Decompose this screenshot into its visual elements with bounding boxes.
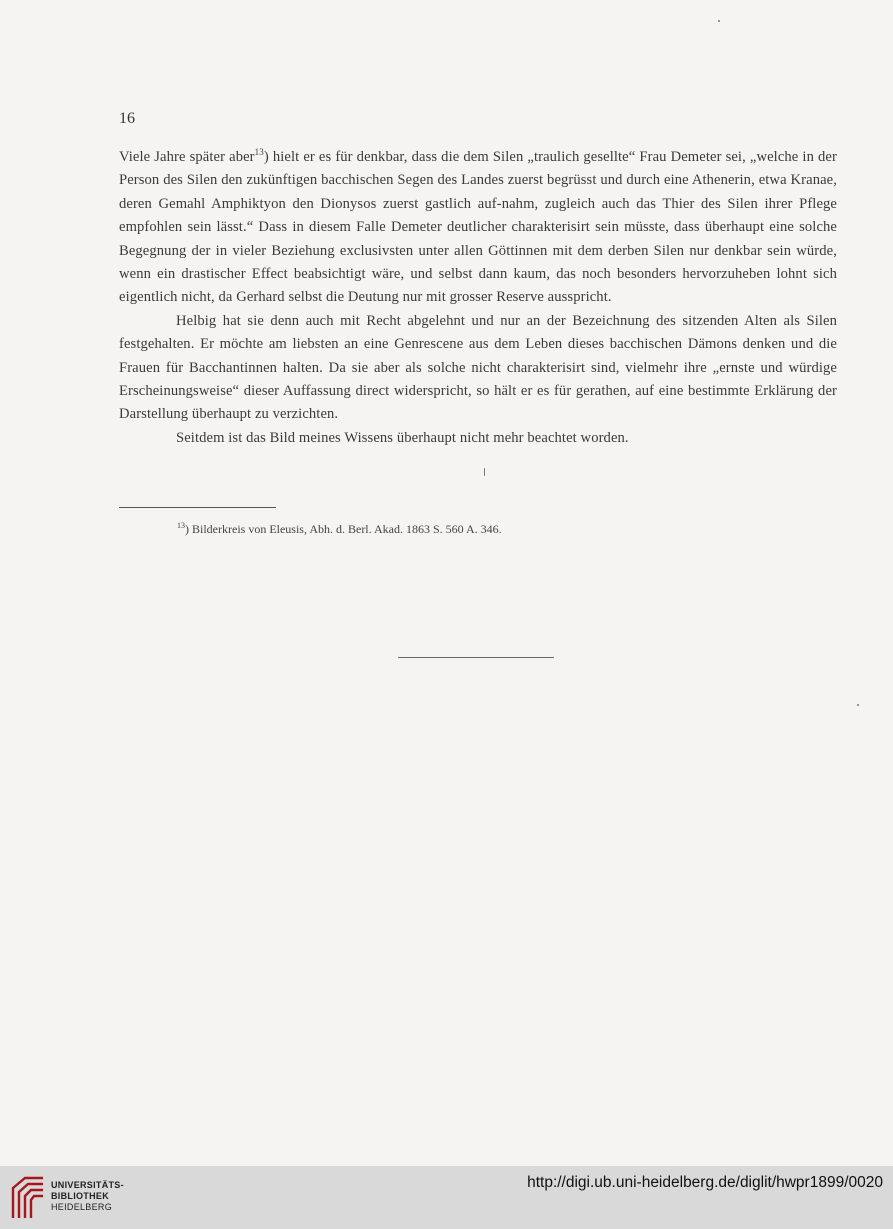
end-divider	[398, 657, 554, 658]
logo-line-2: BIBLIOTHEK	[51, 1191, 109, 1201]
footnote	[177, 522, 777, 537]
logo-line-3: HEIDELBERG	[51, 1202, 113, 1212]
paragraph-3: Seitdem ist das Bild meines Wissens überhaupt nicht mehr beachtet worden.	[176, 429, 629, 446]
paragraph-1	[119, 146, 837, 310]
footnote-reference[interactable]: 13	[254, 147, 264, 157]
footnote-text: ) Bilderkreis von Eleusis, Abh. d. Berl. Akad. 1863 S. 560 A. 346.	[185, 522, 502, 536]
library-logo-text[interactable]	[51, 1180, 124, 1213]
paragraph-1-start: Viele Jahre später aber	[119, 149, 255, 165]
body-text	[119, 146, 837, 450]
scan-speck	[484, 468, 485, 476]
footnote-mark: 13	[177, 521, 185, 530]
ub-heidelberg-logo-icon[interactable]	[9, 1174, 45, 1220]
paragraph-2: Helbig hat sie denn auch mit Recht abgelehnt und nur an der Bezeichnung des sitzenden Alten als Silen festgehalten. Er möchte am liebsten an eine Genrescene aus dem Leben dieses bacchischen Dämons denken und die Frauen für Bacchantinnen halten. Da sie aber als solche nicht charakterisirt sind, vielmehr ihre „ernste und würdige Erscheinungsweise“ dieser Auffassung direct widerspricht, so hält er es für gerathen, auf eine bestimmte Erklärung der Darstellung überhaupt zu verzichten.	[119, 312, 837, 423]
paragraph-1-rest: ) hielt er es für denkbar, dass die dem Silen „traulich gesellte“ Frau Demeter sei, „welche in der Person des Silen den zukünftigen bacchischen Segen des Landes zuerst begrüsst und durch eine Athenerin, etwa Kranae, deren Gemahl Amphiktyon den Dionysos zuerst gastlich auf-nahm, zugleich auch das Thier des Silen ihrer Pflege empfohlen sein lässt.“ Dass in diesem Falle Demeter deutlicher charakterisirt sein müsste, dass überhaupt eine solche Begegnung der in vieler Beziehung exclusivsten unter allen Göttinnen mit dem derben Silen nur denkbar sein würde, wenn ein drastischer Effect beabsichtigt wäre, und selbst dann kaum, das noch besonders hervorzuheben lohnt sich eigentlich nicht, da Gerhard selbst die Deutung nur mit grosser Reserve ausspricht.	[119, 149, 837, 306]
page-number: 16	[119, 110, 135, 127]
scan-speck	[718, 20, 720, 22]
footnote-divider	[119, 507, 276, 508]
scan-speck	[857, 704, 859, 706]
source-url-link[interactable]: http://digi.ub.uni-heidelberg.de/diglit/hwpr1899/0020	[527, 1174, 883, 1191]
logo-line-1: UNIVERSITÄTS-	[51, 1180, 124, 1190]
